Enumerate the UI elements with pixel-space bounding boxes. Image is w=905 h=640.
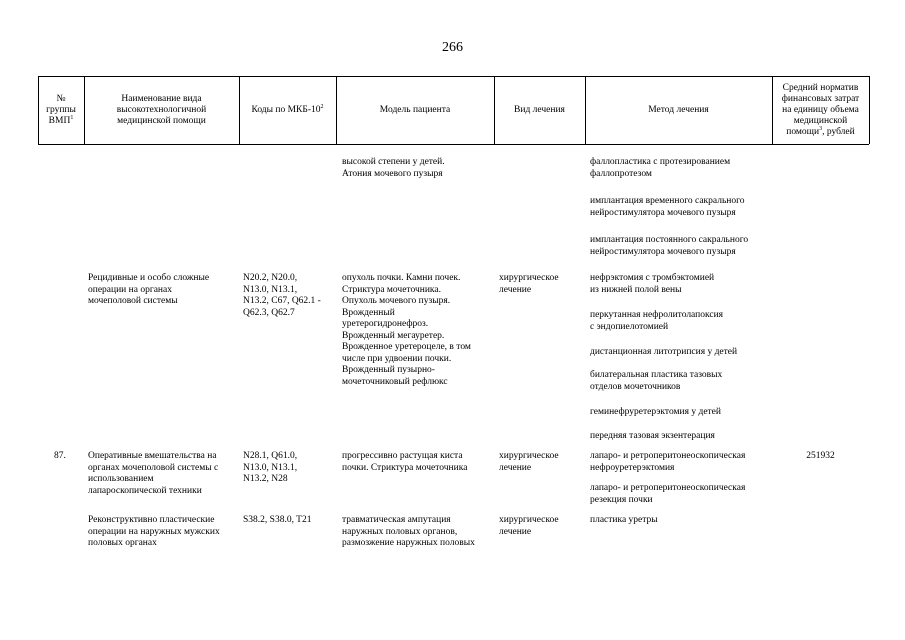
row-2-patient-model: прогрессивно растущая киста почки. Стриктура мочеточника xyxy=(342,451,468,473)
header-treatment-method-text: Метод лечения xyxy=(648,104,709,115)
row-0-method: фаллопластика с протезированием фаллопротезом xyxy=(590,157,731,179)
row-2-care-type-name: Оперативные вмешательства на органах мочеполовой системы с использованием лапароскопической техники xyxy=(88,451,219,496)
footnote-marker: 2 xyxy=(320,103,324,110)
row-2-method: лапаро- и ретроперитонеоскопическая резекция почки xyxy=(590,483,746,505)
header-group-number xyxy=(38,76,84,144)
footnote-marker: 1 xyxy=(70,114,74,121)
row-1-method: перкутанная нефролитолапоксия с эндопиелотомией xyxy=(590,310,724,332)
row-2-treatment-type: хирургическое лечение xyxy=(499,451,559,473)
header-treatment-type xyxy=(494,76,585,144)
row-0-method: имплантация временного сакрального нейростимулятора мочевого пузыря xyxy=(590,196,745,218)
row-1-icd-codes: N20.2, N20.0, N13.0, N13.1, N13.2, C67, Q62.1 - Q62.3, Q62.7 xyxy=(243,273,321,318)
row-1-patient-model: опухоль почки. Камни почек. Стриктура мочеточника. Опухоль мочевого пузыря. Врожденный уретерогидронефроз. Врожденный мегауретер. Врожденное уретероцеле, в том числе при удвоении почки. Врожденный пузырно- мочеточниковый рефлюкс xyxy=(342,273,471,387)
header-icd-codes-text: Коды по МКБ-10 xyxy=(251,104,321,115)
row-0-patient-model: высокой степени у детей. Атония мочевого пузыря xyxy=(342,157,445,179)
row-3-care-type-name: Реконструктивно пластические операции на наружных мужских половых органах xyxy=(88,515,220,548)
row-1-method: передняя тазовая экзентерация xyxy=(590,431,715,441)
header-treatment-method xyxy=(585,76,772,144)
row-1-care-type-name: Рецидивные и особо сложные операции на органах мочеполовой системы xyxy=(88,273,210,306)
row-2-icd-codes: N28.1, Q61.0, N13.0, N13.1, N13.2, N28 xyxy=(243,451,298,484)
row-0-method: имплантация постоянного сакрального нейростимулятора мочевого пузыря xyxy=(590,235,749,257)
row-1-treatment-type: хирургическое лечение xyxy=(499,273,559,295)
header-average-cost-text: Средний норматив финансовых затрат на единицу объема медицинской помощи xyxy=(781,82,860,137)
row-3-icd-codes: S38.2, S38.0, T21 xyxy=(243,515,312,525)
header-care-type-name-text: Наименование вида высокотехнологичной медицинской помощи xyxy=(116,93,207,126)
header-patient-model-text: Модель пациента xyxy=(379,104,451,115)
row-3-method: пластика уретры xyxy=(590,515,658,525)
row-1-method: дистанционная литотрипсия у детей xyxy=(590,347,738,357)
header-treatment-type-text: Вид лечения xyxy=(514,104,565,115)
row-3-treatment-type: хирургическое лечение xyxy=(499,515,559,537)
row-3-patient-model: травматическая ампутация наружных половых органов, размозжение наружных половых xyxy=(342,515,475,548)
header-average-cost xyxy=(772,76,869,144)
header-patient-model xyxy=(336,76,494,144)
row-2-group-number: 87. xyxy=(54,451,66,461)
header-care-type-name xyxy=(84,76,239,144)
footnote-marker: 3 xyxy=(819,125,823,132)
table-right-border xyxy=(869,76,870,144)
header-icd-codes xyxy=(239,76,336,144)
row-2-average-cost: 251932 xyxy=(806,451,835,461)
row-2-method: лапаро- и ретроперитонеоскопическая нефроуретерэктомия xyxy=(590,451,746,473)
row-1-method: нефрэктомия с тромбэктомией из нижней полой вены xyxy=(590,273,715,295)
table-header-bottom-border xyxy=(38,144,869,145)
header-group-number-text: № группы ВМП xyxy=(46,93,76,126)
row-1-method: билатеральная пластика тазовых отделов мочеточников xyxy=(590,370,723,392)
header-average-cost-suffix: , рублей xyxy=(822,126,855,137)
page-number: 266 xyxy=(442,40,463,55)
row-1-method: геминефруретерэктомия у детей xyxy=(590,407,721,417)
